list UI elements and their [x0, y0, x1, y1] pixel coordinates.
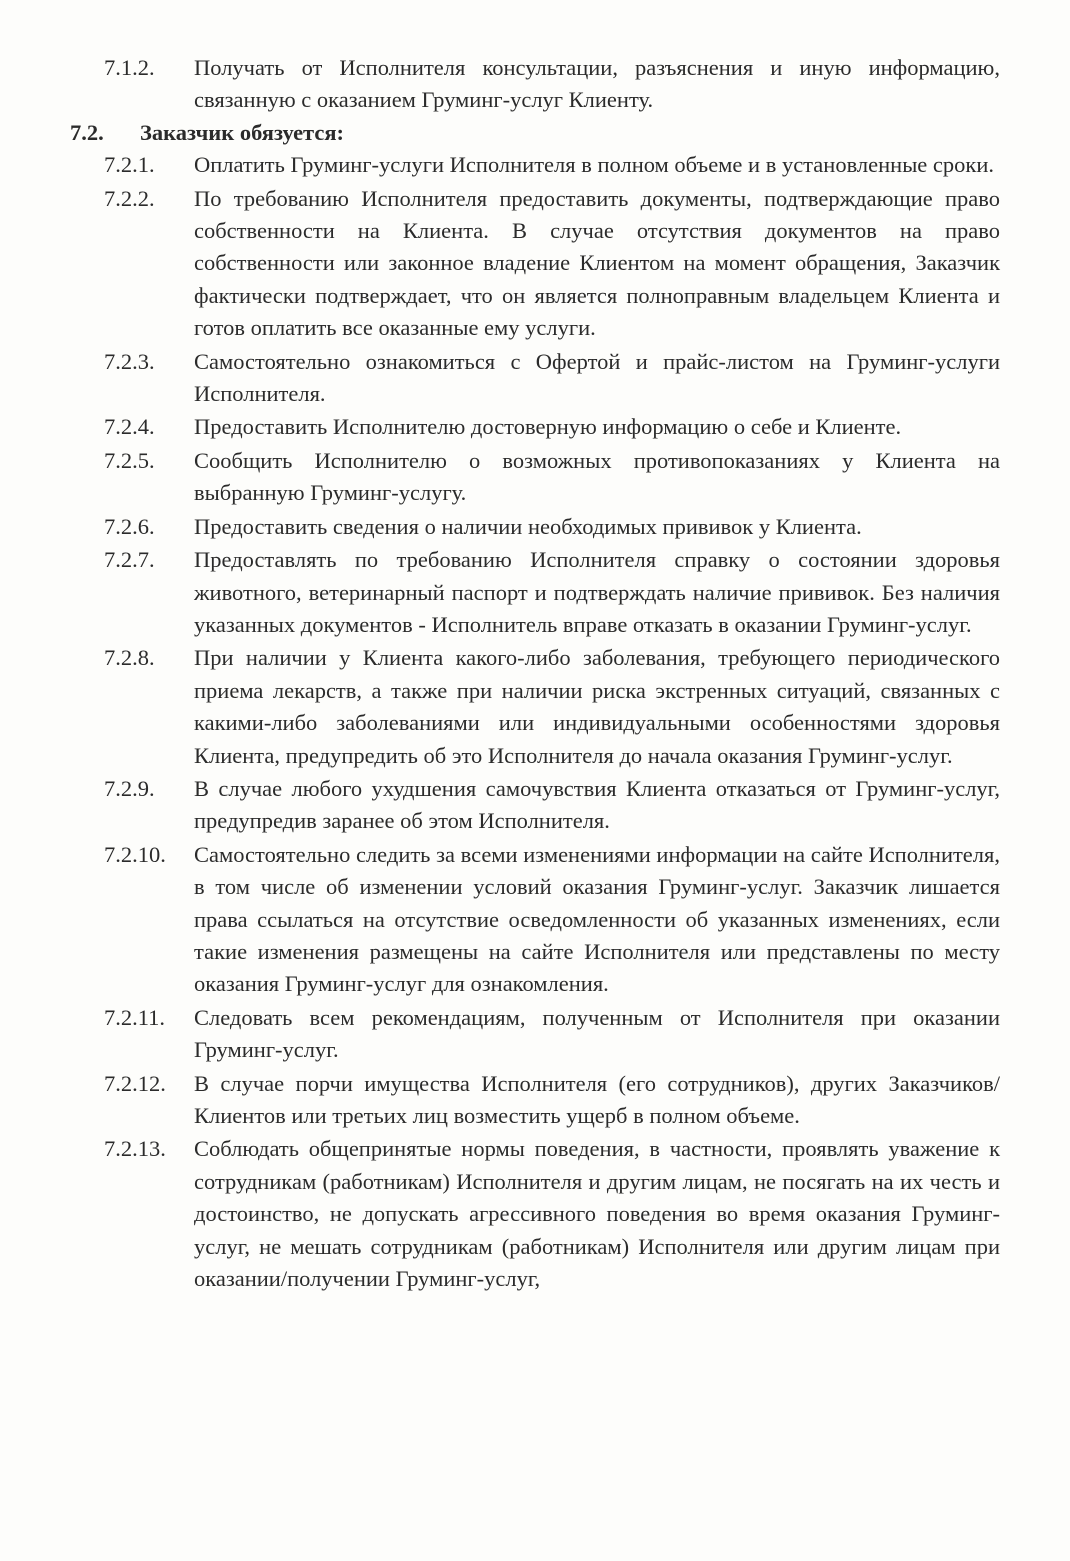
- clause-7-2-2: [70, 183, 1000, 345]
- clause-number: 7.2.13.: [104, 1136, 166, 1162]
- section-title: Заказчик обязуется:: [140, 119, 345, 145]
- clause-number: 7.2.10.: [104, 841, 166, 867]
- clause-text: Самостоятельно ознакомиться с Офертой и прайс-листом на Груминг-услуги Исполнителя.: [194, 348, 1000, 407]
- clause-text: Оплатить Груминг-услуги Исполнителя в полном объеме и в установленные сроки.: [194, 152, 995, 178]
- clause-7-2-11: [70, 1002, 1000, 1067]
- clause-7-2-13: [70, 1133, 1000, 1295]
- clause-text: В случае любого ухудшения самочувствия Клиента отказаться от Груминг-услуг, предупредив заранее об этом Исполнителя.: [194, 775, 1000, 834]
- clause-text: Самостоятельно следить за всеми изменениями информации на сайте Исполнителя, в том числе об изменении условий оказания Груминг-услуг. Заказчик лишается права ссылаться на отсутствие осведомленности об указанных изменениях, если такие изменения размещены на сайте Исполнителя или представлены по месту оказания Груминг-услуг для ознакомления.: [194, 841, 1001, 997]
- clause-7-2-6: [70, 511, 1000, 543]
- clause-text: По требованию Исполнителя предоставить документы, подтверждающие право собственности на Клиента. В случае отсутствия документов на право собственности или законное владение Клиентом на момент обращения, Заказчик фактически подтверждает, что он является полноправным владельцем Клиента и готов оплатить все оказанные ему услуги.: [194, 185, 1000, 341]
- clause-number: 7.2.8.: [104, 645, 155, 671]
- clause-text: Соблюдать общепринятые нормы поведения, в частности, проявлять уважение к сотрудникам (работникам) Исполнителя и другим лицам, не посягать на их честь и достоинство, не допускать агрессивного поведения во время оказания Груминг-услуг, не мешать сотрудникам (работникам) Исполнителя или другим лицам при оказании/получении Груминг-услуг,: [194, 1136, 1000, 1292]
- clause-number: 7.2.6.: [104, 513, 155, 539]
- clause-number: 7.2.3.: [104, 348, 155, 374]
- clause-number: 7.2.12.: [104, 1070, 166, 1096]
- clause-7-2-5: [70, 445, 1000, 510]
- clause-number: 7.2.1.: [104, 152, 155, 178]
- clause-number: 7.2.7.: [104, 547, 155, 573]
- clause-text: Предоставлять по требованию Исполнителя справку о состоянии здоровья животного, ветеринарный паспорт и подтверждать наличие прививок. Без наличия указанных документов - Исполнитель вправе отказать в оказании Груминг-услуг.: [194, 547, 1000, 637]
- section-number: 7.2.: [70, 119, 104, 145]
- clause-7-2-4: [70, 411, 1000, 443]
- clause-7-2-3: [70, 346, 1000, 411]
- clause-text: При наличии у Клиента какого-либо заболевания, требующего периодического приема лекарств, а также при наличии риска экстренных ситуаций, связанных с какими-либо заболеваниями или индивидуальными особенностями здоровья Клиента, предупредить об это Исполнителя до начала оказания Груминг-услуг.: [194, 645, 1000, 768]
- clause-number: 7.2.11.: [104, 1004, 166, 1030]
- clause-7-2-12: [70, 1068, 1000, 1133]
- section-heading-7-2: [70, 117, 1000, 149]
- clause-7-2-9: [70, 773, 1000, 838]
- clause-7-2-7: [70, 544, 1000, 641]
- clause-text: Сообщить Исполнителю о возможных противопоказаниях у Клиента на выбранную Груминг-услугу.: [194, 447, 1000, 506]
- clause-7-1-2: [70, 52, 1000, 117]
- clause-text: Следовать всем рекомендациям, полученным от Исполнителя при оказании Груминг-услуг.: [194, 1004, 1000, 1063]
- clause-number: 7.2.4.: [104, 414, 155, 440]
- clause-text: Предоставить Исполнителю достоверную информацию о себе и Клиенте.: [194, 414, 902, 440]
- clause-7-2-10: [70, 839, 1000, 1001]
- clause-text: В случае порчи имущества Исполнителя (его сотрудников), других Заказчиков/Клиентов или третьих лиц возместить ущерб в полном объеме.: [194, 1070, 1000, 1128]
- clause-number: 7.1.2.: [104, 55, 155, 80]
- clause-number: 7.2.5.: [104, 447, 155, 473]
- clause-7-2-8: [70, 642, 1000, 772]
- clause-text: Предоставить сведения о наличии необходимых прививок у Клиента.: [194, 513, 862, 539]
- clause-number: 7.2.2.: [104, 185, 155, 211]
- clause-number: 7.2.9.: [104, 775, 155, 801]
- clause-text: Получать от Исполнителя консультации, разъяснения и иную информацию, связанную с оказанием Груминг-услуг Клиенту.: [194, 55, 1000, 113]
- clause-7-2-1: [70, 149, 1000, 181]
